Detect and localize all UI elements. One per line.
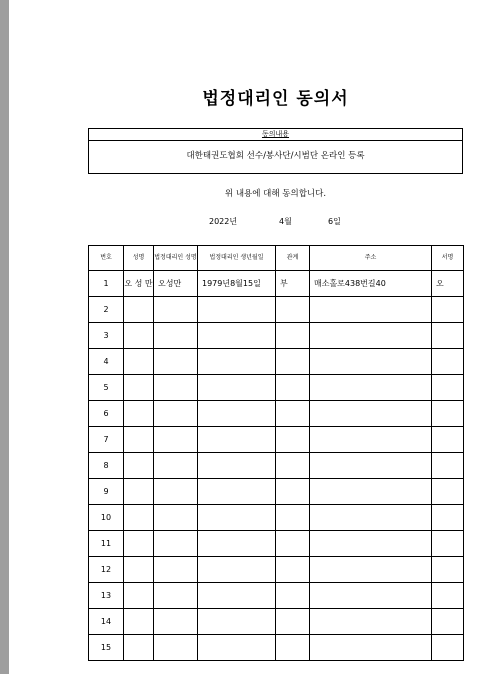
row-number-cell: 12 (89, 557, 124, 583)
table-row (89, 349, 464, 375)
student-name-cell (124, 609, 154, 635)
table-row (89, 297, 464, 323)
table-row (89, 609, 464, 635)
date-month: 4월 (279, 217, 292, 226)
relation-cell (276, 531, 310, 557)
address-cell (310, 583, 432, 609)
guardian-birthdate-cell (198, 375, 276, 401)
row-number-cell: 8 (89, 453, 124, 479)
relation-cell (276, 375, 310, 401)
signature-cell (432, 557, 464, 583)
student-name-cell (124, 401, 154, 427)
table-row (89, 271, 464, 297)
relation-cell (276, 453, 310, 479)
relation-cell (276, 401, 310, 427)
row-number-cell: 13 (89, 583, 124, 609)
header-guardian-name: 법정대리인 성명 (154, 246, 198, 271)
signature-cell (432, 375, 464, 401)
row-number-cell: 6 (89, 401, 124, 427)
signature-cell (432, 323, 464, 349)
table-row (89, 375, 464, 401)
guardian-birthdate-cell (198, 479, 276, 505)
guardian-birthdate-cell (198, 505, 276, 531)
guardian-birthdate-cell (198, 427, 276, 453)
header-number: 번호 (89, 246, 124, 271)
student-name-cell (124, 583, 154, 609)
address-cell (310, 349, 432, 375)
table-row (89, 635, 464, 661)
guardian-name-cell: 오성만 (154, 271, 198, 297)
agree-statement: 위 내용에 대해 동의합니다. (224, 189, 327, 199)
row-number-cell: 5 (89, 375, 124, 401)
row-number-cell: 3 (89, 323, 124, 349)
row-number-cell: 1 (89, 271, 124, 297)
relation-cell (276, 427, 310, 453)
guardian-name-cell (154, 375, 198, 401)
signature-cell (432, 297, 464, 323)
date-year: 2022년 (209, 217, 238, 226)
guardian-birthdate-cell (198, 323, 276, 349)
viewer-left-margin (0, 0, 9, 674)
relation-cell (276, 583, 310, 609)
guardian-name-cell (154, 531, 198, 557)
guardian-name-cell (154, 323, 198, 349)
guardian-name-cell (154, 557, 198, 583)
address-cell (310, 453, 432, 479)
consent-header: 동의내용 (89, 129, 462, 141)
guardian-name-cell (154, 349, 198, 375)
consent-box (88, 128, 463, 174)
student-name-cell (124, 323, 154, 349)
student-name-cell (124, 557, 154, 583)
student-name-cell (124, 479, 154, 505)
table-row (89, 323, 464, 349)
relation-cell (276, 505, 310, 531)
guardian-birthdate-cell (198, 583, 276, 609)
row-number-cell: 14 (89, 609, 124, 635)
student-name-cell: 오 성 만 (124, 271, 154, 297)
header-relation: 관계 (276, 246, 310, 271)
signature-cell (432, 505, 464, 531)
guardian-name-cell (154, 297, 198, 323)
student-name-cell (124, 427, 154, 453)
table-row (89, 401, 464, 427)
row-number-cell: 4 (89, 349, 124, 375)
guardian-birthdate-cell (198, 609, 276, 635)
row-number-cell: 11 (89, 531, 124, 557)
student-name-cell (124, 531, 154, 557)
header-guardian-birth: 법정대리인 생년월일 (198, 246, 276, 271)
guardian-birthdate-cell: 1979년8월15일 (198, 271, 276, 297)
signature-cell (432, 635, 464, 661)
header-signature: 서명 (432, 246, 464, 271)
address-cell (310, 297, 432, 323)
student-name-cell (124, 297, 154, 323)
table-row (89, 531, 464, 557)
signature-cell (432, 427, 464, 453)
header-name: 성명 (124, 246, 154, 271)
address-cell (310, 375, 432, 401)
guardian-name-cell (154, 427, 198, 453)
signature-cell (432, 479, 464, 505)
guardian-birthdate-cell (198, 453, 276, 479)
address-cell (310, 505, 432, 531)
guardian-birthdate-cell (198, 297, 276, 323)
row-number-cell: 9 (89, 479, 124, 505)
address-cell: 매소홀로438번길40 (310, 271, 432, 297)
row-number-cell: 10 (89, 505, 124, 531)
table-row (89, 479, 464, 505)
relation-cell: 부 (276, 271, 310, 297)
address-cell (310, 427, 432, 453)
signature-cell (432, 401, 464, 427)
student-name-cell (124, 349, 154, 375)
guardian-birthdate-cell (198, 635, 276, 661)
guardian-name-cell (154, 453, 198, 479)
address-cell (310, 401, 432, 427)
relation-cell (276, 323, 310, 349)
consent-text: 대한태권도협회 선수/봉사단/시범단 온라인 등록 (186, 151, 365, 161)
guardian-table (88, 245, 464, 661)
signature-cell (432, 453, 464, 479)
relation-cell (276, 349, 310, 375)
signature-cell (432, 349, 464, 375)
student-name-cell (124, 375, 154, 401)
address-cell (310, 557, 432, 583)
guardian-name-cell (154, 479, 198, 505)
address-cell (310, 323, 432, 349)
table-row (89, 557, 464, 583)
table-row (89, 505, 464, 531)
address-cell (310, 531, 432, 557)
student-name-cell (124, 453, 154, 479)
table-row (89, 583, 464, 609)
address-cell (310, 635, 432, 661)
guardian-birthdate-cell (198, 557, 276, 583)
guardian-name-cell (154, 635, 198, 661)
relation-cell (276, 479, 310, 505)
signature-cell (432, 609, 464, 635)
relation-cell (276, 635, 310, 661)
table-header-row (89, 246, 464, 271)
address-cell (310, 479, 432, 505)
address-cell (310, 609, 432, 635)
guardian-birthdate-cell (198, 401, 276, 427)
guardian-name-cell (154, 505, 198, 531)
student-name-cell (124, 635, 154, 661)
row-number-cell: 7 (89, 427, 124, 453)
header-address: 주소 (310, 246, 432, 271)
relation-cell (276, 609, 310, 635)
row-number-cell: 15 (89, 635, 124, 661)
signature-cell (432, 531, 464, 557)
document-title: 법정대리인 동의서 (202, 89, 349, 109)
guardian-birthdate-cell (198, 349, 276, 375)
row-number-cell: 2 (89, 297, 124, 323)
table-row (89, 453, 464, 479)
table-row (89, 427, 464, 453)
date-day: 6일 (328, 217, 341, 226)
guardian-name-cell (154, 401, 198, 427)
guardian-name-cell (154, 609, 198, 635)
guardian-birthdate-cell (198, 531, 276, 557)
student-name-cell (124, 505, 154, 531)
signature-cell (432, 583, 464, 609)
signature-cell: 오 (432, 271, 464, 297)
relation-cell (276, 557, 310, 583)
relation-cell (276, 297, 310, 323)
guardian-name-cell (154, 583, 198, 609)
